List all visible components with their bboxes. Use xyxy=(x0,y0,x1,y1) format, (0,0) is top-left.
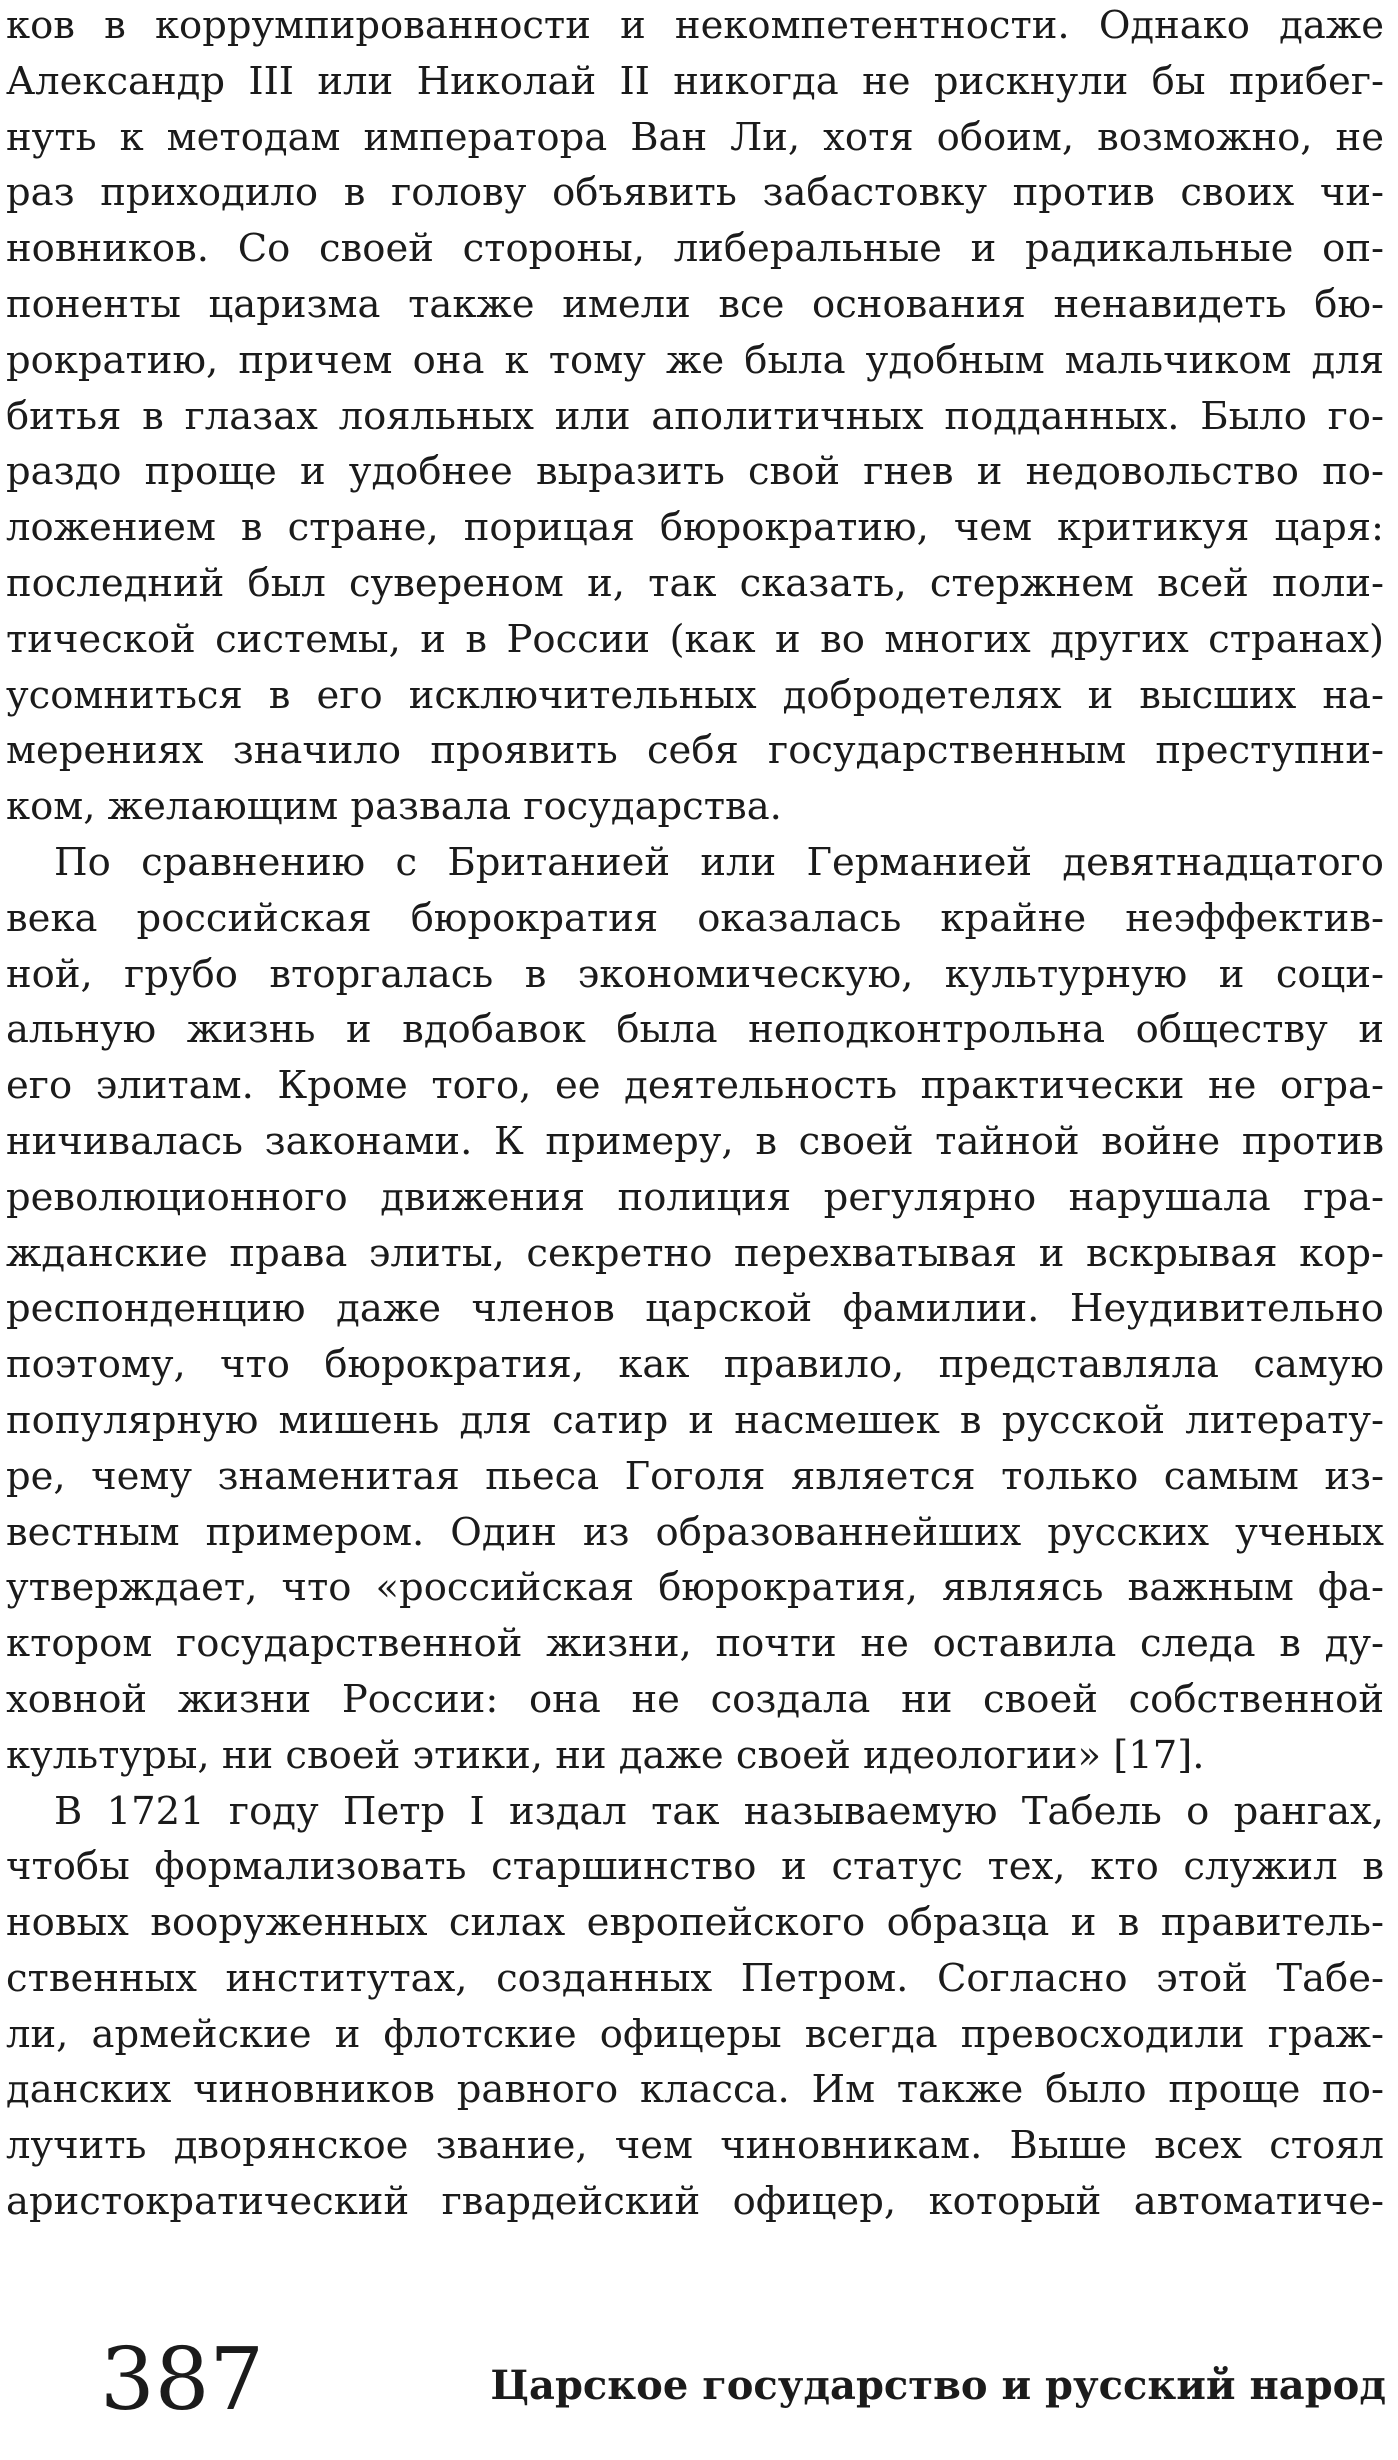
page-number: 387 xyxy=(100,2330,265,2430)
text-line: усомниться в его исключительных добродетелях и высших на- xyxy=(6,672,1384,718)
text-line: популярную мишень для сатир и насмешек в русской литерату- xyxy=(6,1397,1384,1443)
text-line: ложением в стране, порицая бюрократию, чем критикуя царя: xyxy=(6,505,1384,551)
paragraph xyxy=(6,835,1384,1784)
text-line: ктором государственной жизни, почти не оставила следа в ду- xyxy=(6,1621,1384,1667)
text-line: мерениях значило проявить себя государственным преступни- xyxy=(6,728,1384,774)
text-line: тической системы, и в России (как и во многих других странах) xyxy=(6,616,1384,662)
text-line: лучить дворянское звание, чем чиновникам. Выше всех стоял xyxy=(6,2123,1384,2169)
text-line: века российская бюрократия оказалась крайне неэффектив- xyxy=(6,895,1384,941)
text-line: ком, желающим развала государства. xyxy=(6,784,782,830)
text-line: ственных институтах, созданных Петром. Согласно этой Табе- xyxy=(6,1955,1384,2001)
text-line: поненты царизма также имели все основания ненавидеть бю- xyxy=(6,281,1384,327)
running-title: Царское государство и русский народ xyxy=(490,2362,1386,2409)
text-line: ной, грубо вторгалась в экономическую, культурную и соци- xyxy=(6,951,1384,997)
text-line: последний был сувереном и, так сказать, стержнем всей поли- xyxy=(6,560,1384,606)
text-line: Александр III или Николай II никогда не рискнули бы прибег- xyxy=(6,58,1384,104)
text-line: культуры, ни своей этики, ни даже своей идеологии» [17]. xyxy=(6,1732,1205,1778)
body-text xyxy=(6,0,1384,2230)
text-line: аристократический гвардейский офицер, который автоматиче- xyxy=(6,2179,1384,2225)
text-line: По сравнению с Британией или Германией девятнадцатого xyxy=(54,839,1384,885)
text-line: новников. Со своей стороны, либеральные и радикальные оп- xyxy=(6,226,1384,272)
text-line: раздо проще и удобнее выразить свой гнев и недовольство по- xyxy=(6,449,1384,495)
text-line: ли, армейские и флотские офицеры всегда превосходили граж- xyxy=(6,2011,1384,2057)
text-line: его элитам. Кроме того, ее деятельность практически не огра- xyxy=(6,1063,1384,1109)
text-line: раз приходило в голову объявить забастовку против своих чи- xyxy=(6,170,1384,216)
text-line: рократию, причем она к тому же была удобным мальчиком для xyxy=(6,337,1384,383)
paragraph xyxy=(6,1784,1384,2230)
text-line: поэтому, что бюрократия, как правило, представляла самую xyxy=(6,1342,1384,1388)
text-line: революционного движения полиция регулярно нарушала гра- xyxy=(6,1174,1384,1220)
text-line: утверждает, что «российская бюрократия, являясь важным фа- xyxy=(6,1565,1384,1611)
text-line: В 1721 году Петр I издал так называемую Табель о рангах, xyxy=(54,1788,1384,1834)
text-line: жданские права элиты, секретно перехватывая и вскрывая кор- xyxy=(6,1230,1384,1276)
text-line: битья в глазах лояльных или аполитичных подданных. Было го- xyxy=(6,393,1384,439)
text-line: чтобы формализовать старшинство и статус тех, кто служил в xyxy=(6,1844,1384,1890)
text-line: ков в коррумпированности и некомпетентности. Однако даже xyxy=(6,3,1384,48)
text-line: вестным примером. Один из образованнейших русских ученых xyxy=(6,1509,1384,1555)
paragraph xyxy=(6,0,1384,835)
text-line: ховной жизни России: она не создала ни своей собственной xyxy=(6,1676,1384,1722)
text-line: альную жизнь и вдобавок была неподконтрольна обществу и xyxy=(6,1007,1384,1053)
text-line: ничивалась законами. К примеру, в своей тайной войне против xyxy=(6,1118,1384,1164)
text-line: данских чиновников равного класса. Им также было проще по- xyxy=(6,2067,1384,2113)
page-footer xyxy=(0,2330,1398,2440)
text-line: новых вооруженных силах европейского образца и в правитель- xyxy=(6,1900,1384,1946)
text-line: нуть к методам императора Ван Ли, хотя обоим, возможно, не xyxy=(6,114,1384,160)
text-line: респонденцию даже членов царской фамилии. Неудивительно xyxy=(6,1286,1384,1332)
text-line: ре, чему знаменитая пьеса Гоголя является только самым из- xyxy=(6,1453,1384,1499)
